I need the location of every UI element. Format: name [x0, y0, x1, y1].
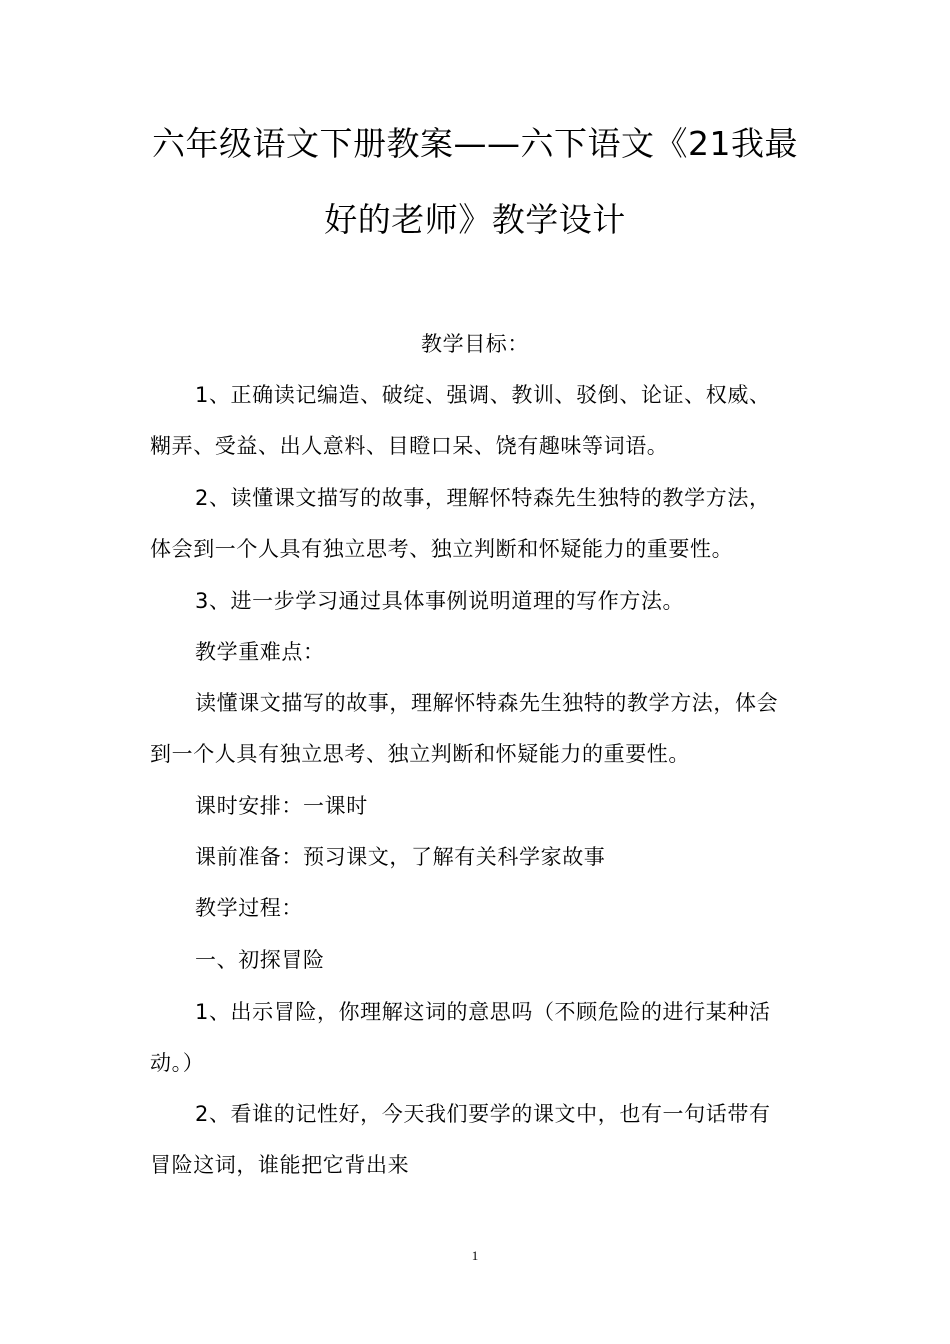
section-heading-process: 教学过程：	[195, 896, 303, 920]
preparation-text: 课前准备：预习课文，了解有关科学家故事	[195, 845, 606, 869]
objective-3: 3、进一步学习通过具体事例说明道理的写作方法。	[195, 589, 685, 613]
objective-2-line-2: 体会到一个人具有独立思考、独立判断和怀疑能力的重要性。	[150, 537, 734, 561]
schedule-text: 课时安排：一课时	[195, 794, 368, 818]
part-1-heading: 一、初探冒险	[195, 948, 325, 972]
objective-1-line-1: 1、正确读记编造、破绽、强调、教训、驳倒、论证、权威、	[195, 383, 771, 407]
keypoints-line-2: 到一个人具有独立思考、独立判断和怀疑能力的重要性。	[150, 742, 690, 766]
objective-2-line-1: 2、读懂课文描写的故事，理解怀特森先生独特的教学方法，	[195, 486, 771, 510]
objective-1-line-2: 糊弄、受益、出人意料、目瞪口呆、饶有趣味等词语。	[150, 434, 669, 458]
document-title-line-2: 好的老师》教学设计	[324, 200, 626, 239]
step-1-line-1: 1、出示冒险，你理解这词的意思吗（不顾危险的进行某种活	[195, 1000, 771, 1024]
section-heading-objectives: 教学目标：	[421, 332, 529, 356]
document-title-line-1: 六年级语文下册教案——六下语文《21我最	[152, 124, 798, 163]
step-1-line-2: 动。）	[150, 1051, 205, 1075]
step-2-line-1: 2、看谁的记性好，今天我们要学的课文中，也有一句话带有	[195, 1102, 771, 1126]
keypoints-line-1: 读懂课文描写的故事，理解怀特森先生独特的教学方法，体会	[195, 691, 779, 715]
step-2-line-2: 冒险这词，谁能把它背出来	[150, 1153, 410, 1177]
page-number: 1	[471, 1248, 479, 1263]
section-heading-keypoints: 教学重难点：	[195, 640, 325, 664]
